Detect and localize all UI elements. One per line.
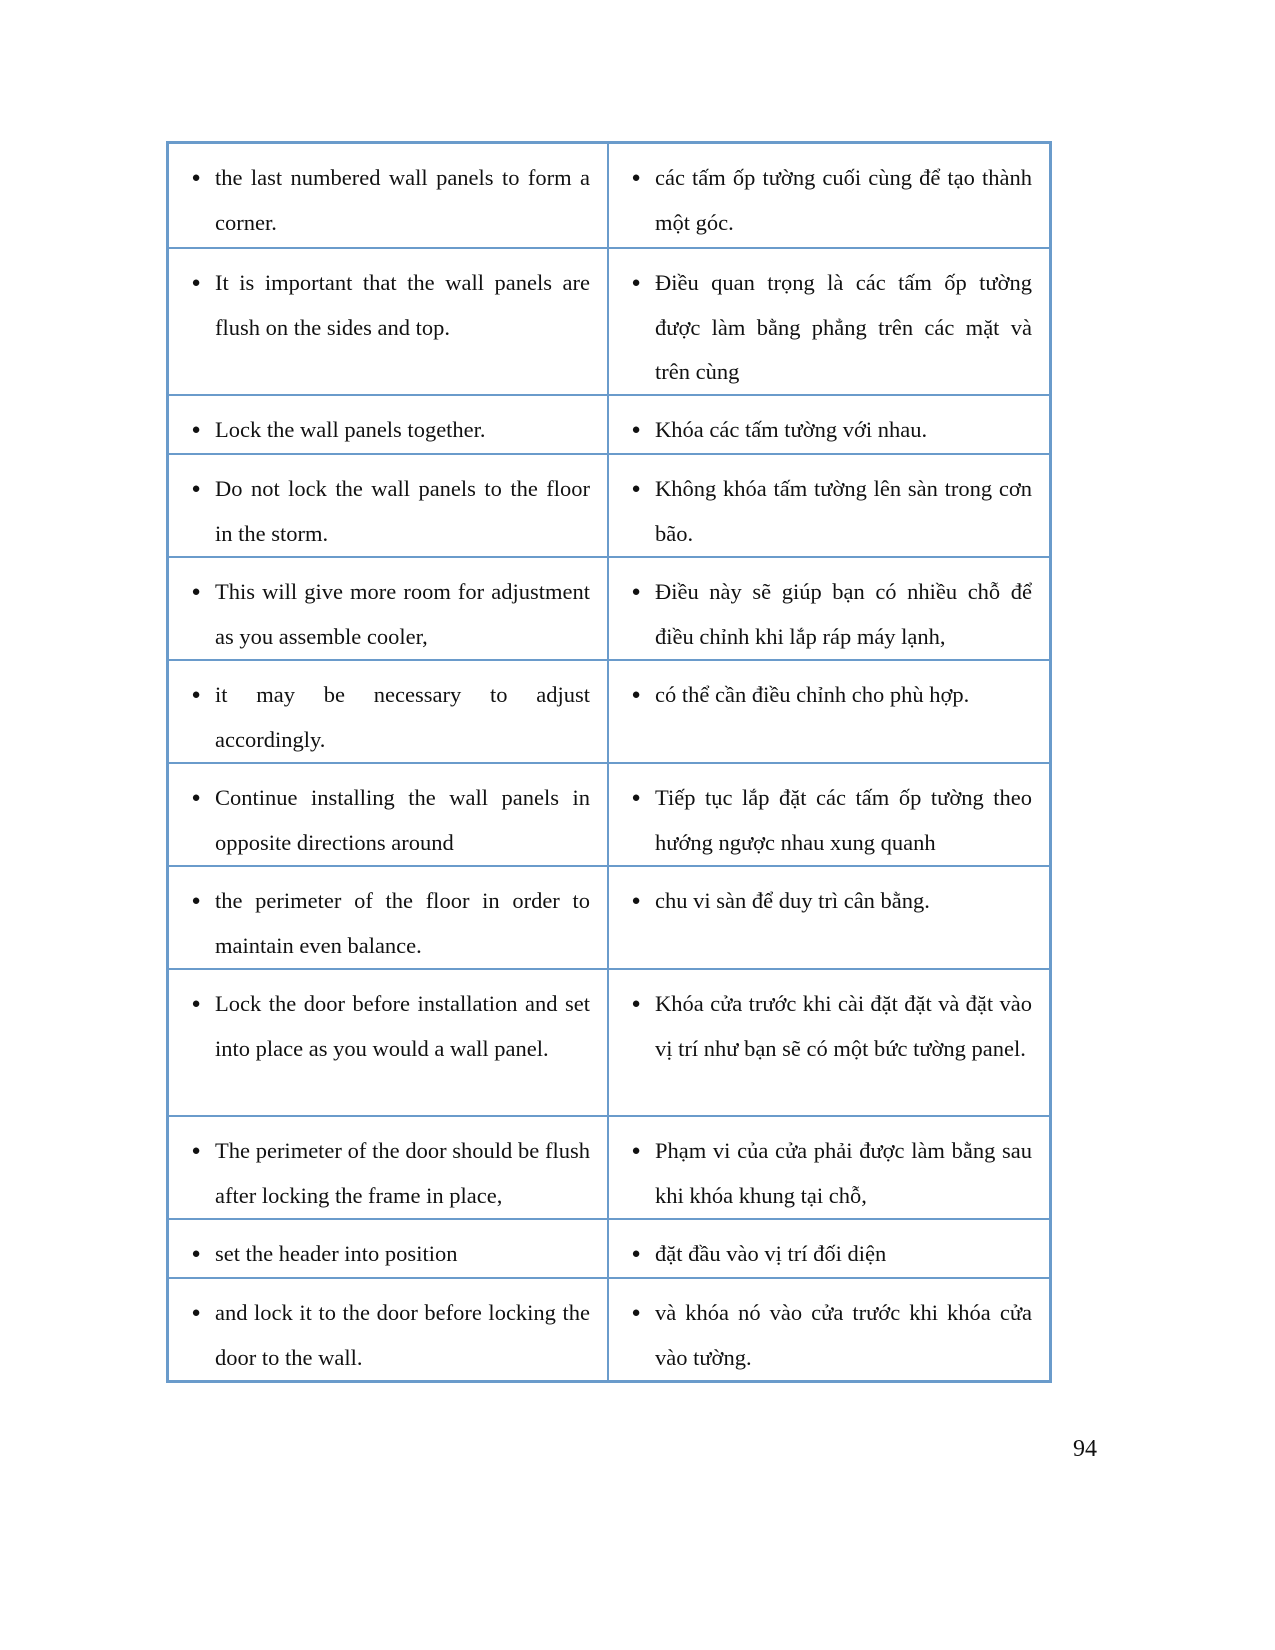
vietnamese-cell — [609, 249, 1049, 394]
english-text: It is important that the wall panels are flush on the sides and top. — [215, 270, 590, 340]
english-cell — [169, 144, 609, 247]
bullet-icon: ● — [631, 422, 641, 438]
vietnamese-cell — [609, 558, 1049, 659]
bilingual-table — [166, 141, 1052, 1383]
english-cell — [169, 1117, 609, 1218]
bullet-icon: ● — [631, 170, 641, 186]
bullet-icon: ● — [631, 481, 641, 497]
bullet-icon: ● — [631, 893, 641, 909]
vietnamese-cell — [609, 1117, 1049, 1218]
vietnamese-cell — [609, 144, 1049, 247]
table-row — [169, 1218, 1049, 1277]
vietnamese-cell — [609, 1279, 1049, 1380]
vietnamese-text: Điều này sẽ giúp bạn có nhiều chỗ để điều chỉnh khi lắp ráp máy lạnh, — [655, 579, 1032, 649]
vietnamese-cell — [609, 970, 1049, 1115]
english-cell — [169, 1220, 609, 1277]
vietnamese-cell — [609, 867, 1049, 968]
bullet-icon: ● — [631, 687, 641, 703]
table-row — [169, 247, 1049, 394]
english-cell — [169, 558, 609, 659]
bullet-icon: ● — [191, 790, 201, 806]
vietnamese-text: chu vi sàn để duy trì cân bằng. — [655, 888, 930, 913]
page-number: 94 — [1073, 1436, 1097, 1462]
bullet-icon: ● — [191, 1305, 201, 1321]
vietnamese-text: Khóa các tấm tường với nhau. — [655, 417, 928, 442]
vietnamese-text: và khóa nó vào cửa trước khi khóa cửa vào tường. — [655, 1300, 1032, 1370]
english-text: the perimeter of the floor in order to maintain even balance. — [215, 888, 590, 958]
english-text: the last numbered wall panels to form a corner. — [215, 165, 590, 235]
vietnamese-cell — [609, 661, 1049, 762]
english-cell — [169, 764, 609, 865]
vietnamese-cell — [609, 396, 1049, 453]
bullet-icon: ● — [191, 687, 201, 703]
english-cell — [169, 455, 609, 556]
bullet-icon: ● — [191, 996, 201, 1012]
bullet-icon: ● — [191, 170, 201, 186]
english-cell — [169, 867, 609, 968]
vietnamese-cell — [609, 764, 1049, 865]
english-text: Lock the wall panels together. — [215, 417, 486, 442]
english-text: Continue installing the wall panels in opposite directions around — [215, 785, 590, 855]
vietnamese-text: Tiếp tục lắp đặt các tấm ốp tường theo hướng ngược nhau xung quanh — [655, 785, 1032, 855]
table-row — [169, 1115, 1049, 1218]
english-text: it may be necessary to adjust accordingly. — [215, 682, 590, 752]
vietnamese-text: đặt đầu vào vị trí đối diện — [655, 1241, 887, 1266]
vietnamese-text: Khóa cửa trước khi cài đặt đặt và đặt vào vị trí như bạn sẽ có một bức tường panel. — [655, 991, 1032, 1061]
english-text: The perimeter of the door should be flush after locking the frame in place, — [215, 1138, 590, 1208]
table-row — [169, 1277, 1049, 1380]
table-row — [169, 865, 1049, 968]
english-text: set the header into position — [215, 1241, 458, 1266]
vietnamese-text: Không khóa tấm tường lên sàn trong cơn bão. — [655, 476, 1032, 546]
bullet-icon: ● — [631, 1305, 641, 1321]
table-row — [169, 659, 1049, 762]
vietnamese-text: có thể cần điều chỉnh cho phù hợp. — [655, 682, 970, 707]
table-row — [169, 968, 1049, 1115]
vietnamese-text: Phạm vi của cửa phải được làm bằng sau khi khóa khung tại chỗ, — [655, 1138, 1032, 1208]
vietnamese-text: Điều quan trọng là các tấm ốp tường được làm bằng phẳng trên các mặt và trên cùng — [655, 270, 1032, 384]
bullet-icon: ● — [191, 275, 201, 291]
vietnamese-cell — [609, 455, 1049, 556]
english-text: Do not lock the wall panels to the floor in the storm. — [215, 476, 590, 546]
vietnamese-cell — [609, 1220, 1049, 1277]
table-row — [169, 762, 1049, 865]
english-cell — [169, 1279, 609, 1380]
bullet-icon: ● — [631, 1143, 641, 1159]
english-cell — [169, 249, 609, 394]
bullet-icon: ● — [191, 893, 201, 909]
bullet-icon: ● — [631, 996, 641, 1012]
bullet-icon: ● — [631, 1246, 641, 1262]
english-cell — [169, 396, 609, 453]
table-row — [169, 556, 1049, 659]
english-cell — [169, 661, 609, 762]
english-text: and lock it to the door before locking the door to the wall. — [215, 1300, 590, 1370]
bullet-icon: ● — [191, 584, 201, 600]
bullet-icon: ● — [191, 1246, 201, 1262]
bullet-icon: ● — [631, 790, 641, 806]
english-cell — [169, 970, 609, 1115]
bullet-icon: ● — [191, 481, 201, 497]
table-row — [169, 394, 1049, 453]
bullet-icon: ● — [631, 275, 641, 291]
english-text: Lock the door before installation and set into place as you would a wall panel. — [215, 991, 590, 1061]
bullet-icon: ● — [631, 584, 641, 600]
table-row — [169, 144, 1049, 247]
bullet-icon: ● — [191, 1143, 201, 1159]
bullet-icon: ● — [191, 422, 201, 438]
vietnamese-text: các tấm ốp tường cuối cùng để tạo thành một góc. — [655, 165, 1032, 235]
table-row — [169, 453, 1049, 556]
english-text: This will give more room for adjustment as you assemble cooler, — [215, 579, 590, 649]
